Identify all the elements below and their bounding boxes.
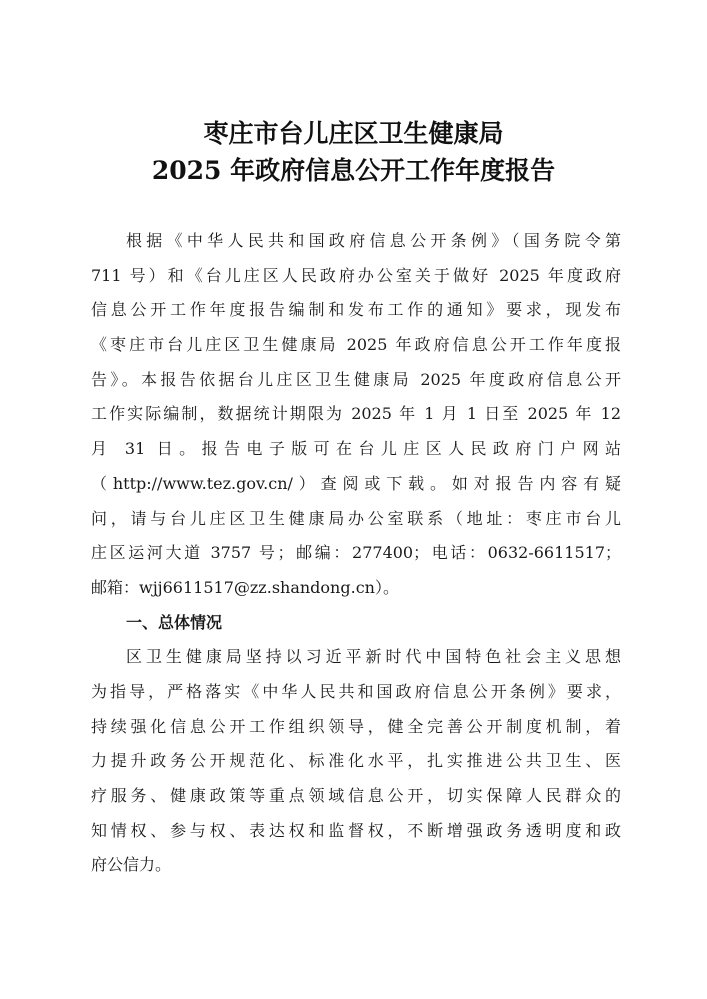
text-line: 告》。本报告依据台儿庄区卫生健康局 2025 年度政府信息公开 [91, 369, 621, 389]
text-line: 工作实际编制，数据统计期限为 2025 年 1 月 1 日至 2025 年 12 [91, 404, 621, 424]
text-line: 区卫生健康局坚持以习近平新时代中国特色社会主义思想 [126, 647, 621, 667]
section-heading-overview: 一、总体情况 [126, 612, 223, 632]
text-line: 府公信力。 [91, 855, 172, 875]
intro-paragraph [91, 224, 621, 606]
text-line: 疗服务、健康政策等重点领域信息公开，切实保障人民群众的 [91, 786, 621, 805]
text-line: 711 号）和《台儿庄区人民政府办公室关于做好 2025 年度政府 [91, 265, 621, 285]
document-title-line-2: 2025 年政府信息公开工作年度报告 [151, 156, 556, 185]
overview-paragraph [91, 640, 621, 883]
text-line: 力提升政务公开规范化、标准化水平，扎实推进公共卫生、医 [91, 751, 621, 771]
text-line: 持续强化信息公开工作组织领导，健全完善公开制度机制，着 [91, 716, 621, 736]
text-line: 信息公开工作年度报告编制和发布工作的通知》要求，现发布 [91, 300, 621, 320]
text-line: 知情权、参与权、表达权和监督权，不断增强政务透明度和政 [91, 820, 621, 840]
text-line: 月 31 日。报告电子版可在台儿庄区人民政府门户网站 [91, 439, 621, 459]
text-line: 为指导，严格落实《中华人民共和国政府信息公开条例》要求， [91, 681, 621, 701]
document-body [91, 224, 621, 883]
text-line: 邮箱：wjj6611517@zz.shandong.cn）。 [91, 577, 399, 597]
document-title-line-1: 枣庄市台儿庄区卫生健康局 [203, 119, 504, 148]
text-line: 庄区运河大道 3757 号；邮编：277400；电话：0632-6611517； [91, 543, 621, 563]
text-line: 《枣庄市台儿庄区卫生健康局 2025 年政府信息公开工作年度报 [91, 335, 621, 355]
text-line: （http://www.tez.gov.cn/）查阅或下载。如对报告内容有疑 [91, 473, 621, 493]
text-line: 根据《中华人民共和国政府信息公开条例》（国务院令第 [126, 231, 621, 250]
text-line: 问，请与台儿庄区卫生健康局办公室联系（地址：枣庄市台儿 [91, 508, 621, 528]
